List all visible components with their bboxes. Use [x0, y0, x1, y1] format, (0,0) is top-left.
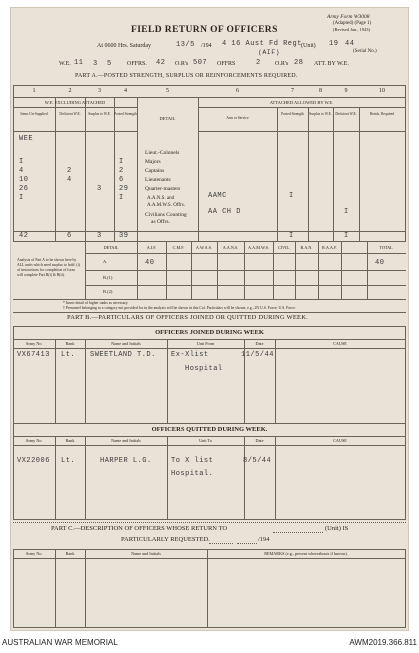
- col4-value: I: [119, 158, 124, 166]
- ors-value: 507: [193, 59, 208, 67]
- rule: [13, 519, 406, 520]
- rule: [85, 97, 86, 241]
- analysis-col: CIVIL.: [277, 245, 291, 250]
- col1-value: 10: [19, 176, 29, 184]
- rule: [13, 423, 406, 424]
- rule: [13, 131, 137, 132]
- rule: [405, 85, 406, 241]
- part-a-title: PART A.—POSTED STRENGTH, SURPLUS OR REINFORCEMENTS REQUIRED.: [75, 73, 298, 79]
- rule: [13, 312, 406, 313]
- rule: [55, 549, 56, 627]
- analysis-col: A.A.N.S.: [222, 245, 239, 250]
- col4-value: I: [119, 194, 124, 202]
- detail-heading: DETAIL: [159, 116, 176, 121]
- col-number: 4: [124, 88, 127, 94]
- col4-value: 29: [119, 185, 129, 193]
- quitted-unit-to-2: Hospital.: [171, 470, 214, 478]
- analysis-col: TOTAL: [379, 245, 393, 250]
- col3-total: 3: [97, 232, 102, 240]
- rule: [114, 97, 115, 241]
- rule: [308, 107, 309, 241]
- rule: [244, 436, 245, 519]
- quitted-col: Date: [255, 438, 264, 443]
- joined-col: Unit From: [196, 341, 215, 346]
- rule: [13, 97, 406, 98]
- rule: [13, 558, 406, 559]
- quitted-col: Name and Initials: [111, 438, 141, 443]
- we-label: W.E.: [59, 61, 71, 67]
- col1-value: WEE: [19, 135, 34, 143]
- subhead: Deficient W.E.: [335, 112, 357, 116]
- ors2-label: O.R's: [275, 61, 289, 67]
- rank-label: Majors: [145, 159, 161, 165]
- rule: [198, 107, 406, 108]
- serial-number: 19: [329, 40, 339, 48]
- fill-line: [237, 543, 257, 544]
- rule: [13, 241, 406, 242]
- quitted-col: Rank: [65, 438, 75, 443]
- rank-label: Captains: [145, 168, 165, 174]
- joined-unit-from: Ex-Xlist: [171, 351, 209, 359]
- rule: [85, 285, 406, 286]
- col9-total: I: [344, 232, 349, 240]
- part-c-requested: PARTICULARLY REQUESTED.: [121, 536, 210, 543]
- ors2-value: 28: [294, 59, 304, 67]
- joined-col: CAUSE: [333, 341, 347, 346]
- rule: [85, 270, 406, 271]
- rule: [55, 339, 56, 423]
- analysis-col: C.M.F.: [172, 245, 185, 250]
- perforation: [13, 522, 406, 523]
- adapted-note: (Adapted) (Page 1): [333, 21, 372, 26]
- we-suffix: 3: [93, 60, 98, 68]
- joined-unit-from-2: Hospital: [185, 365, 223, 373]
- analysis-note: Analysis of Part A to be shown here by ALL units which need surplus to hold. (i) of instructions for completion of form will complete Part B(i) & B(ii).: [17, 258, 80, 277]
- rank-label: Civilians Counting: [145, 212, 187, 218]
- col4-value: 2: [119, 167, 124, 175]
- analysis-row: B.(1): [103, 275, 113, 280]
- archive-reference: AWM2019.366.811: [349, 638, 417, 647]
- part-c-unit-label: (Unit) IS: [325, 525, 349, 532]
- subhead: Reinfs. Required: [369, 112, 395, 116]
- archive-footer: [0, 633, 419, 653]
- rule: [207, 549, 208, 627]
- col3-value: 3: [97, 185, 102, 193]
- att-label: ATT. BY W.E.: [314, 61, 349, 67]
- rule: [13, 85, 14, 241]
- unit-name: 4 16 Aust Fd Regt: [222, 40, 302, 48]
- footnote: † Personnel belonging to a category not provided for in the analysis will be shown in this Col. Particulars will be shown, e.g., 2N U.S. Force; U.S. Force.: [63, 306, 296, 310]
- rule: [405, 549, 406, 627]
- subhead: Surplus to W.E.: [88, 112, 111, 116]
- col-number: 3: [98, 88, 101, 94]
- rule: [55, 436, 56, 519]
- fill-line: [209, 543, 233, 544]
- rule: [167, 339, 168, 423]
- col1-value: 4: [19, 167, 24, 175]
- col-number: 7: [291, 88, 294, 94]
- col1-value: I: [19, 194, 24, 202]
- army-form-number: Army Form W3008: [327, 14, 370, 20]
- col1-total: 42: [19, 232, 29, 240]
- part-c-year: /194: [258, 536, 270, 543]
- subhead: Surplus to W.E.: [309, 112, 332, 116]
- quitted-col: Army No.: [25, 438, 43, 443]
- analysis-total: 40: [375, 259, 385, 267]
- joined-rank: Lt.: [61, 351, 76, 359]
- quitted-title: OFFICERS QUITTED DURING WEEK.: [151, 426, 268, 433]
- col4-value: 6: [119, 176, 124, 184]
- rule: [13, 299, 406, 300]
- rule: [13, 445, 406, 446]
- col2-total: 6: [67, 232, 72, 240]
- fill-line: [273, 532, 323, 533]
- quitted-name: HARPER L.G.: [100, 457, 152, 465]
- joined-col: Name and Initials: [111, 341, 141, 346]
- col-number: 2: [68, 88, 72, 94]
- rank-label: Lieutenants: [145, 177, 171, 183]
- rule: [333, 107, 334, 241]
- part-c-col: Rank: [65, 551, 75, 556]
- serial-year: 44: [345, 40, 355, 48]
- quitted-army-no: VX22006: [17, 457, 50, 465]
- rule: [275, 436, 276, 519]
- serial-label: (Serial No.): [353, 49, 377, 54]
- part-c-col: REMARKS (e.g., present whereabouts if known).: [264, 551, 348, 556]
- subhead: Items Un-Supplied: [20, 112, 48, 116]
- subhead: Posted Strength: [114, 112, 137, 116]
- joined-col: Date: [255, 341, 264, 346]
- we-value: 11: [74, 59, 84, 67]
- at-line: At 0600 Hrs. Saturday: [97, 43, 151, 49]
- unit-label: (Unit): [301, 43, 316, 49]
- col1-value: 26: [19, 185, 29, 193]
- col-number: 1: [32, 88, 36, 94]
- rule: [13, 627, 406, 628]
- rule: [13, 436, 406, 437]
- quitted-col: CAUSE: [333, 438, 347, 443]
- footnote: * Insert detail of higher ranks as necessary.: [63, 301, 129, 305]
- quitted-date: 8/5/44: [243, 457, 272, 465]
- rule: [277, 107, 278, 241]
- rule: [85, 339, 86, 423]
- col-number: 8: [319, 88, 322, 94]
- rank-label: as Offrs.: [151, 219, 170, 225]
- col2-value: 4: [67, 176, 72, 184]
- revised-note: (Revised Jan., 1943): [333, 27, 370, 32]
- part-b-title: PART B.—PARTICULARS OF OFFICERS JOINED OR QUITTED DURING WEEK.: [67, 314, 308, 321]
- we-suffix2: 5: [107, 60, 112, 68]
- part-c-title: PART C.—DESCRIPTION OF OFFICERS WHOSE RETURN TO: [51, 525, 228, 532]
- subhead: Posted Strength: [281, 112, 304, 116]
- col-number: 9: [344, 88, 348, 94]
- rule: [13, 549, 14, 627]
- attached-arm: AA CH D: [208, 208, 241, 216]
- col9-value: I: [344, 208, 349, 216]
- offrs-label: OFFRS.: [127, 61, 147, 67]
- col-number: 5: [166, 88, 169, 94]
- return-year: /194: [201, 43, 212, 49]
- form-title: FIELD RETURN OF OFFICERS: [131, 25, 278, 35]
- rule: [13, 107, 137, 108]
- attached-arm: AAMC: [208, 192, 227, 200]
- rule: [405, 423, 406, 519]
- quitted-unit-to: To X list: [171, 457, 214, 465]
- quitted-rank: Lt.: [61, 457, 76, 465]
- rank-label: Quarter-masters: [145, 186, 181, 192]
- return-date: 13/5: [176, 41, 195, 49]
- archive-name: AUSTRALIAN WAR MEMORIAL: [2, 638, 118, 647]
- part-c-col: Name and Initials: [131, 551, 161, 556]
- offrs-value: 42: [156, 59, 166, 67]
- rule: [85, 436, 86, 519]
- rule: [167, 436, 168, 519]
- quitted-col: Unit To: [199, 438, 212, 443]
- col-number: 6: [236, 88, 239, 94]
- subhead: Arm or Service: [226, 116, 249, 120]
- offrs2-value: 2: [256, 59, 261, 67]
- rule: [13, 348, 406, 349]
- joined-army-no: VX67413: [17, 351, 50, 359]
- rule: [275, 339, 276, 423]
- col2-value: 2: [67, 167, 72, 175]
- rule: [13, 85, 406, 86]
- col-number: 10: [379, 88, 385, 94]
- analysis-aif: 40: [145, 259, 155, 267]
- rule: [198, 131, 406, 132]
- rule: [85, 549, 86, 627]
- rule: [55, 97, 56, 241]
- analysis-col: R.A.A.F.: [321, 245, 338, 250]
- rank-label: A.A.M.W.S. Offrs.: [147, 203, 185, 208]
- rule: [341, 241, 342, 299]
- analysis-col: A.A.M.W.S.: [248, 245, 269, 250]
- col7-total: I: [289, 232, 294, 240]
- joined-date: 11/5/44: [241, 351, 274, 359]
- unit-sub: (AIF): [258, 49, 281, 56]
- form-sheet: [10, 7, 409, 631]
- rank-label: A.A.N.S. and: [147, 196, 175, 201]
- rule: [13, 339, 406, 340]
- offrs2-label: OFFRS: [217, 61, 236, 67]
- attached-heading: ATTACHED ALLOWED BY W.E.: [269, 100, 334, 105]
- analysis-col: DETAIL: [103, 245, 119, 250]
- rule: [405, 326, 406, 423]
- rule: [359, 107, 360, 241]
- col1-value: I: [19, 158, 24, 166]
- rank-label: Lieut.-Colonels: [145, 150, 180, 156]
- we-excl-heading: W.E. EXCLUDING ATTACHED: [44, 100, 106, 105]
- col4-total: 39: [119, 232, 129, 240]
- rule: [13, 326, 406, 327]
- analysis-col: R.A.N.: [300, 245, 313, 250]
- analysis-row: B.(2): [103, 289, 113, 294]
- joined-col: Rank: [65, 341, 75, 346]
- ors-label: O.R's: [175, 61, 189, 67]
- analysis-col: A.W.A.S.: [195, 245, 213, 250]
- joined-title: OFFICERS JOINED DURING WEEK: [155, 329, 264, 336]
- rule: [13, 549, 406, 550]
- part-c-col: Army No.: [25, 551, 43, 556]
- analysis-row: A.: [103, 259, 108, 264]
- col7-value: I: [289, 192, 294, 200]
- analysis-col: A.I.F.: [146, 245, 157, 250]
- joined-name: SWEETLAND T.D.: [90, 351, 156, 359]
- joined-col: Army No.: [25, 341, 43, 346]
- rule: [85, 253, 406, 254]
- subhead: Deficient W.E.: [59, 112, 81, 116]
